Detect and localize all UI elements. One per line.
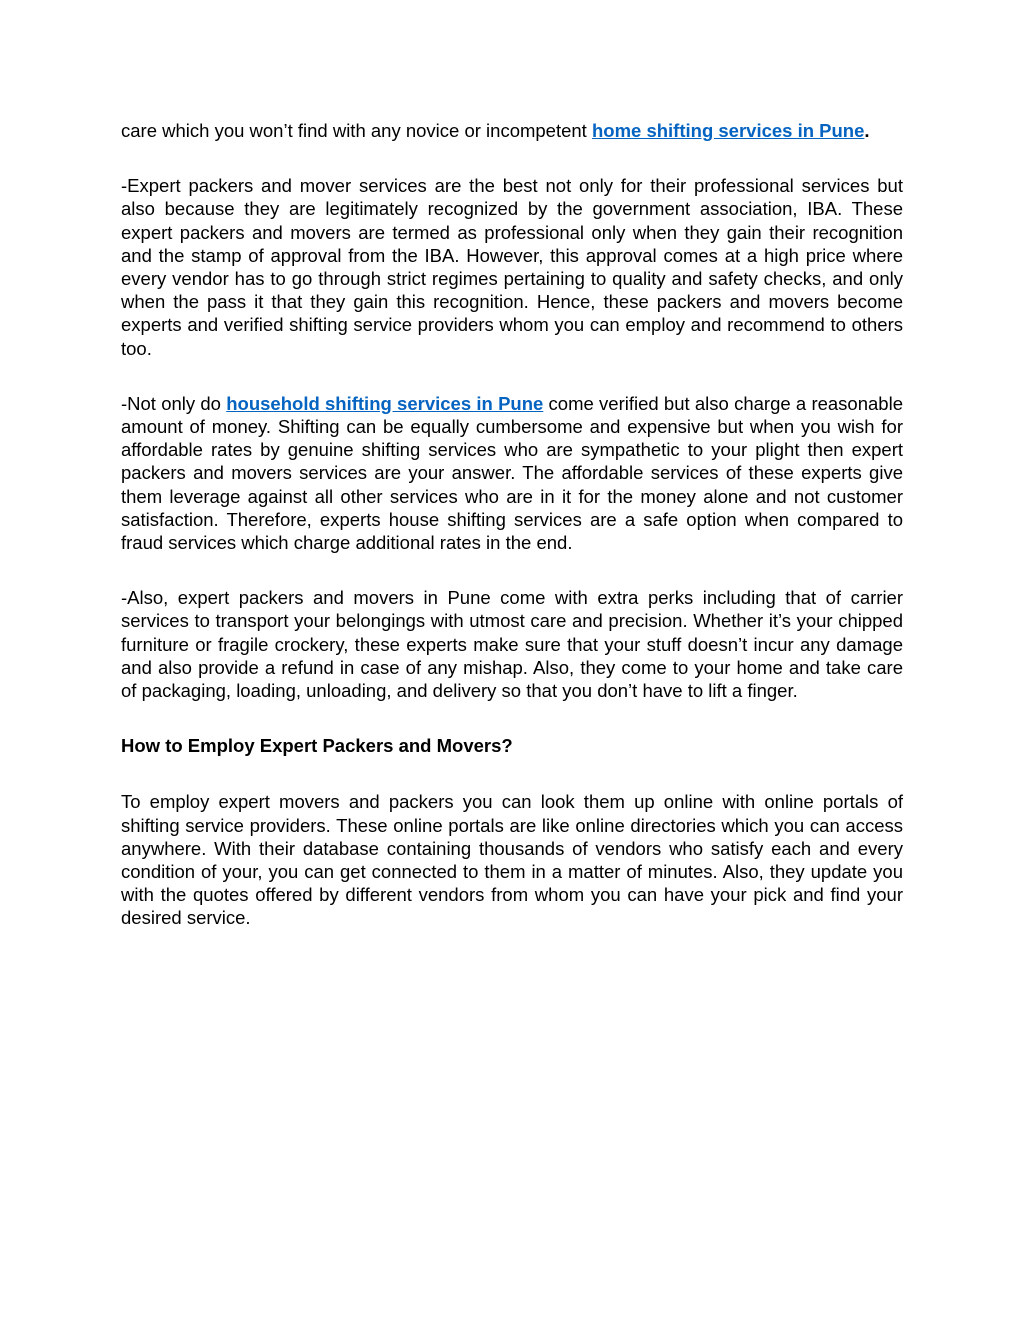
paragraph-affordable-rates (121, 392, 903, 554)
paragraph-extra-perks: -Also, expert packers and movers in Pune come with extra perks including that of carrier services to transport your belongings with utmost care and precision. Whether it’s your chipped furniture or fragile crockery, these experts make sure that your stuff doesn’t incur any damage and also provide a refund in case of any mishap. Also, they come to your home and take care of packaging, loading, unloading, and delivery so that you don’t have to lift a finger. (121, 587, 903, 702)
paragraph-care-intro (121, 119, 903, 142)
paragraph-expert-recognition: -Expert packers and mover services are the best not only for their professional services but also because they are legitimately recognized by the government association, IBA. These expert packers and movers are termed as professional only when they gain their recognition and the stamp of approval from the IBA. However, this approval comes at a high price where every vendor has to go through strict regimes pertaining to quality and safety checks, and only when the pass it that they gain this recognition. Hence, these packers and movers become experts and verified shifting service providers whom you can employ and recommend to others too. (121, 175, 903, 359)
home-shifting-services-link[interactable]: home shifting services in Pune (591, 120, 865, 141)
paragraph-text: come verified but also charge a reasonable amount of money. Shifting can be equally cumbersome and expensive but when you wish for affordable rates by genuine shifting services who are sympathetic to your plight then expert packers and movers services are your answer. The affordable services of these experts give them leverage against all other services who are in it for the money alone and not customer satisfaction. Therefore, experts house shifting services are a safe option when compared to fraud services which charge additional rates in the end. (121, 392, 903, 554)
household-shifting-services-link[interactable]: household shifting services in Pune (226, 392, 544, 414)
document-body (121, 119, 903, 962)
paragraph-how-to-employ: To employ expert movers and packers you can look them up online with online portals of shifting service providers. These online portals are like online directories which you can access anywhere. With their database containing thousands of vendors who satisfy each and every condition of your, you can get connected to them in a matter of minutes. Also, they update you with the quotes offered by different vendors from whom you can have your pick and find your desired service. (121, 791, 903, 929)
section-heading: How to Employ Expert Packers and Movers? (121, 735, 513, 757)
paragraph-text: -Not only do (121, 392, 227, 414)
paragraph-text: . (864, 120, 870, 141)
paragraph-text: care which you won’t find with any novice or incompetent (121, 120, 592, 141)
